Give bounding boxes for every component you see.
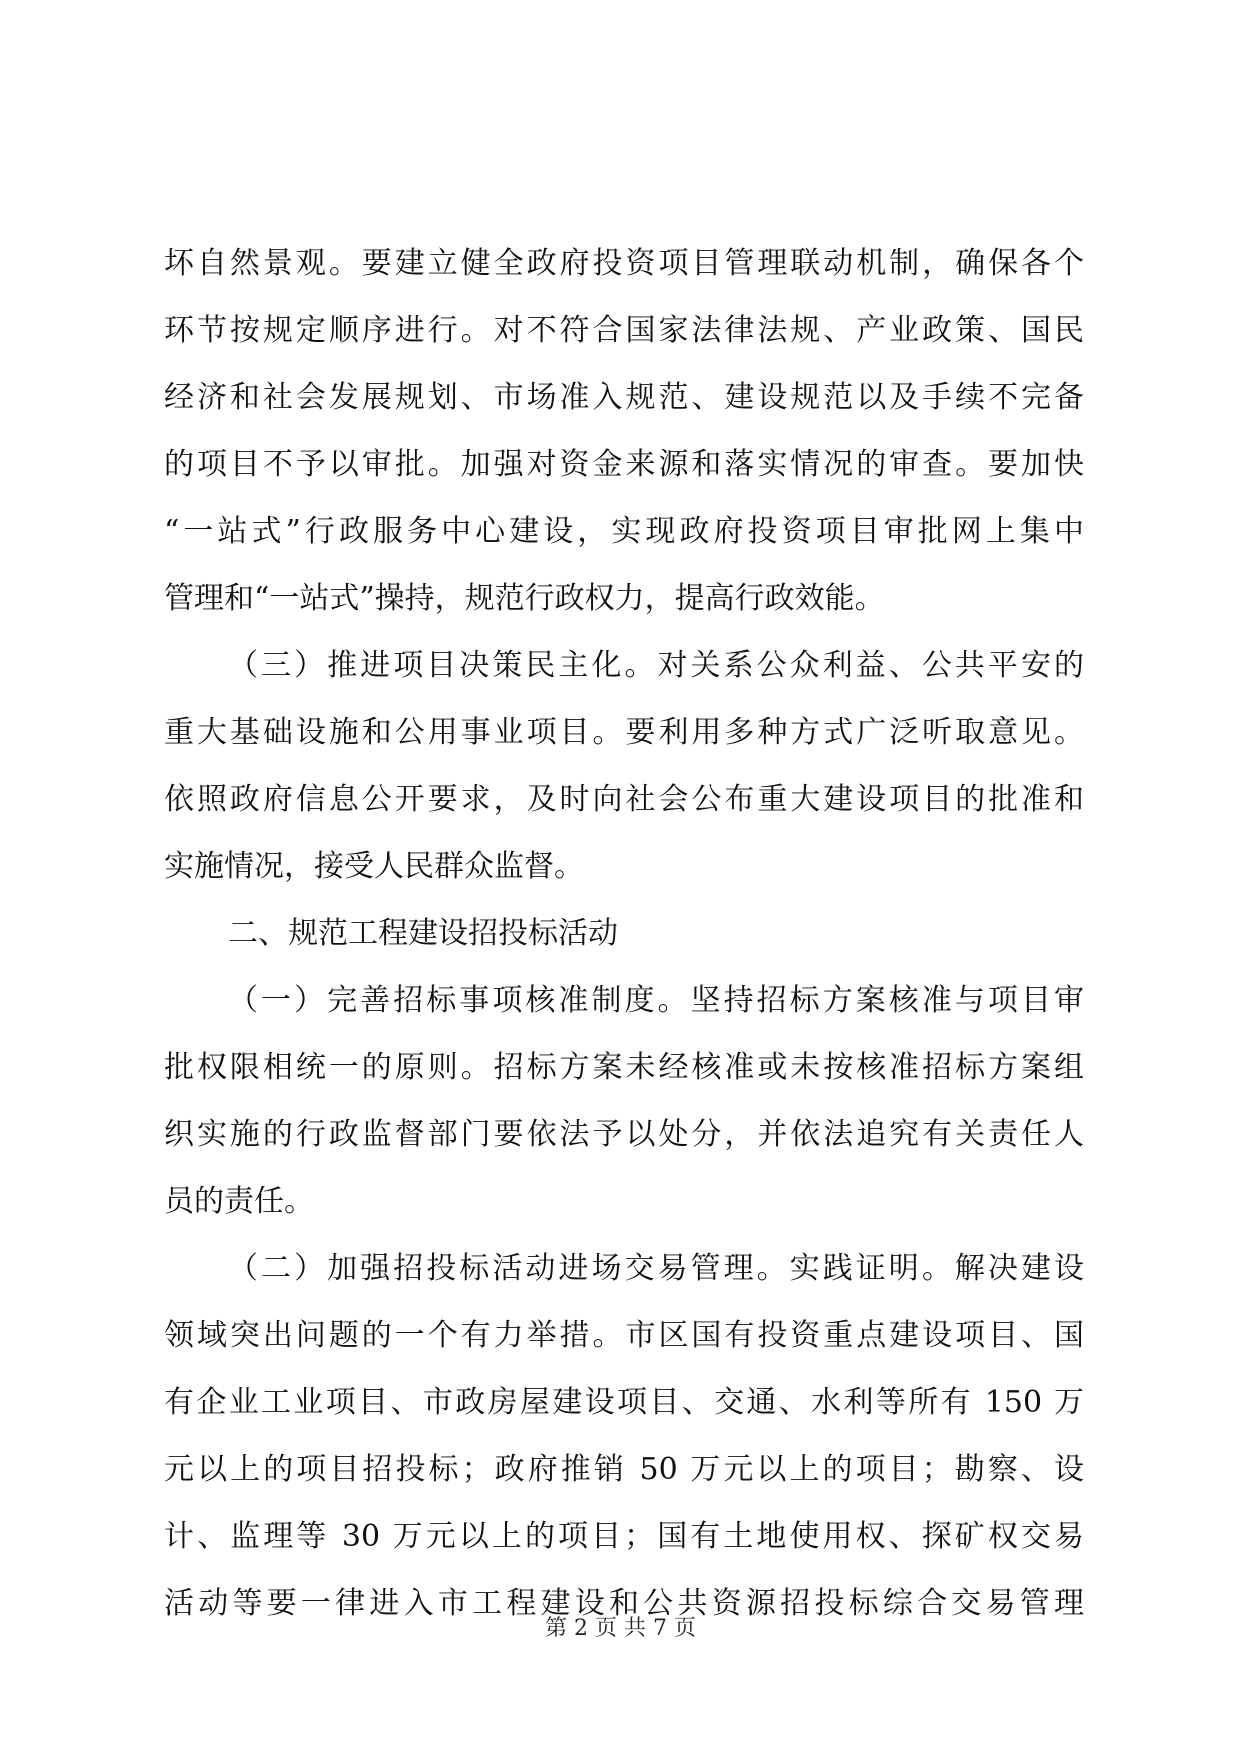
text-line: 计、监理等 30 万元以上的项目；国有土地使用权、探矿权交易 bbox=[164, 1519, 1084, 1554]
text-line: 重大基础设施和公用事业项目。要利用多种方式广泛听取意见。 bbox=[164, 715, 1084, 750]
text-line: 有企业工业项目、市政房屋建设项目、交通、水利等所有 150 万 bbox=[164, 1385, 1084, 1420]
paragraph-start-line: （二）加强招投标活动进场交易管理。实践证明。解决建设 bbox=[228, 1251, 1084, 1286]
text-line: 经济和社会发展规划、市场准入规范、建设规范以及手续不完备 bbox=[164, 380, 1084, 415]
text-line: “一站式”行政服务中心建设，实现政府投资项目审批网上集中 bbox=[164, 514, 1084, 549]
page-footer bbox=[0, 1614, 1241, 1644]
text-line: 活动等要一律进入市工程建设和公共资源招投标综合交易管理 bbox=[164, 1586, 1084, 1621]
text-line: 元以上的项目招投标；政府推销 50 万元以上的项目；勘察、设 bbox=[164, 1452, 1084, 1487]
text-line: 坏自然景观。要建立健全政府投资项目管理联动机制，确保各个 bbox=[164, 246, 1084, 281]
text-line: 织实施的行政监督部门要依法予以处分，并依法追究有关责任人 bbox=[164, 1117, 1084, 1152]
text-line: 领域突出问题的一个有力举措。市区国有投资重点建设项目、国 bbox=[164, 1318, 1084, 1353]
paragraph-start-line: （三）推进项目决策民主化。对关系公众利益、公共平安的 bbox=[228, 648, 1084, 683]
section-heading: 二、规范工程建设招投标活动 bbox=[228, 916, 618, 951]
text-line: 管理和“一站式”操持，规范行政权力，提高行政效能。 bbox=[164, 581, 885, 616]
text-line: 员的责任。 bbox=[164, 1184, 314, 1219]
text-line: 环节按规定顺序进行。对不符合国家法律法规、产业政策、国民 bbox=[164, 313, 1084, 348]
page-number: 第 2 页 共 7 页 bbox=[545, 1616, 696, 1641]
body-text bbox=[164, 230, 1084, 1637]
paragraph-start-line: （一）完善招标事项核准制度。坚持招标方案核准与项目审 bbox=[228, 983, 1084, 1018]
text-line: 依照政府信息公开要求，及时向社会公布重大建设项目的批准和 bbox=[164, 782, 1084, 817]
text-line: 实施情况，接受人民群众监督。 bbox=[164, 849, 584, 884]
text-line: 批权限相统一的原则。招标方案未经核准或未按核准招标方案组 bbox=[164, 1050, 1084, 1085]
text-line: 的项目不予以审批。加强对资金来源和落实情况的审查。要加快 bbox=[164, 447, 1084, 482]
